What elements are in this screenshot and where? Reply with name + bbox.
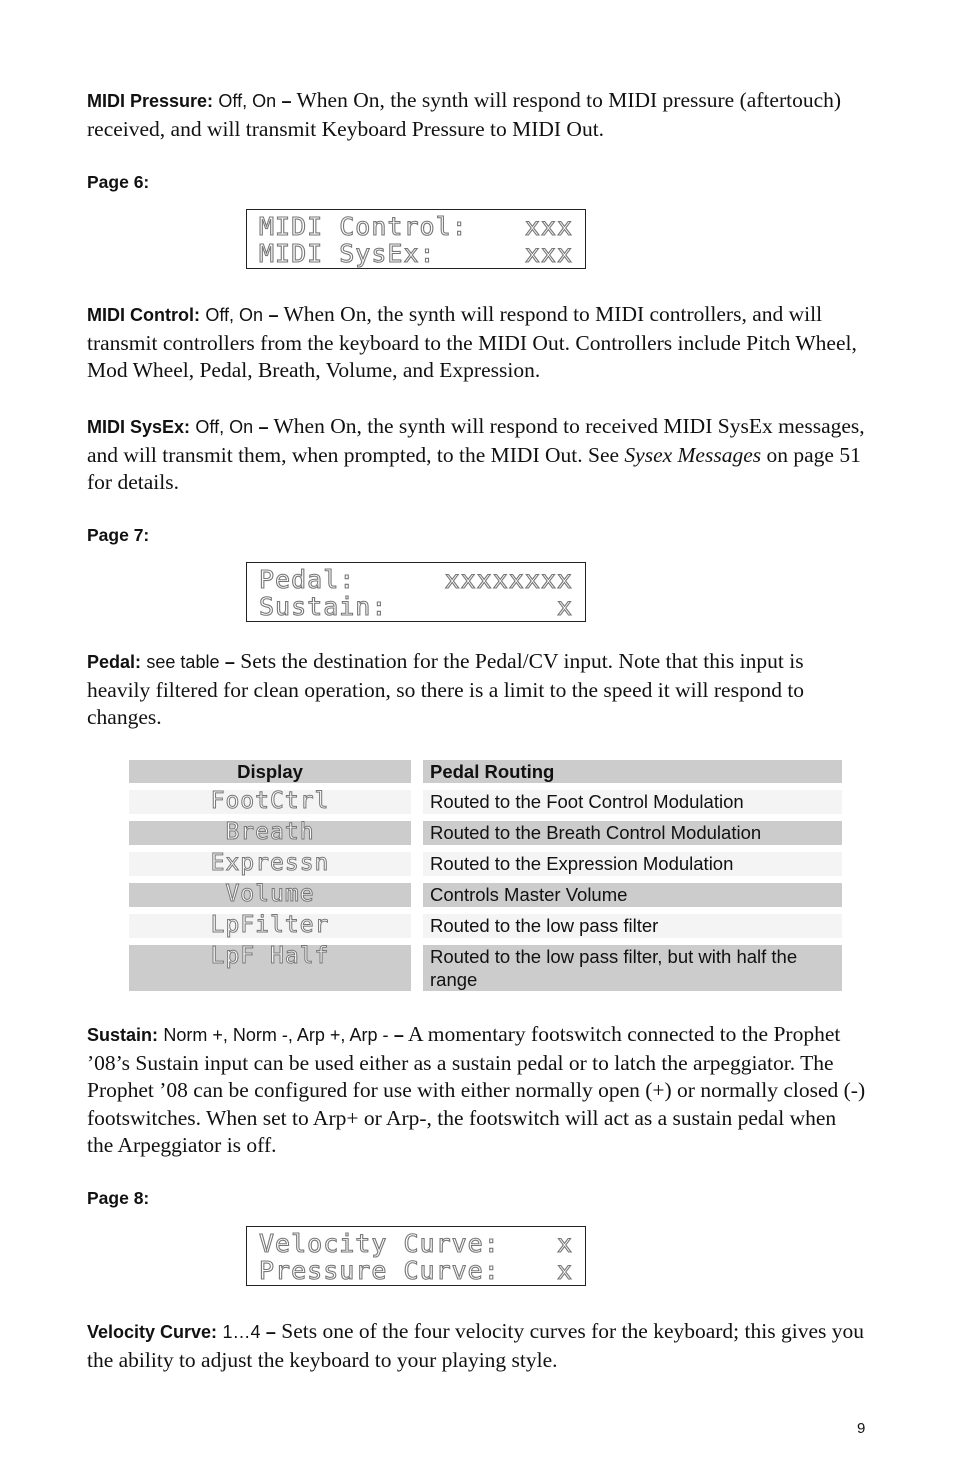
midi-pressure-paragraph	[87, 87, 867, 143]
display-cell: LpFilter	[129, 914, 411, 938]
pedal-options: see table	[146, 652, 220, 672]
midi-sysex-paragraph	[87, 413, 867, 497]
lcd-param-name: MIDI SysEx:	[259, 239, 436, 268]
lcd-param-value: x	[556, 1256, 573, 1285]
lcd-param-name: Sustain:	[259, 592, 388, 621]
midi-pressure-text: When On, the synth will respond to MIDI pressure (aftertouch) received, and will transmit Keyboard Pressure to MIDI Out.	[87, 88, 842, 141]
pedal-term: Pedal:	[87, 652, 142, 672]
sustain-options: Norm +, Norm -, Arp +, Arp -	[163, 1025, 389, 1045]
table-row	[129, 883, 842, 907]
pedal-paragraph	[87, 648, 867, 732]
midi-sysex-dash: –	[258, 417, 269, 437]
midi-control-dash: –	[268, 305, 279, 325]
table-row	[129, 914, 842, 938]
page7-lcd-display	[246, 562, 586, 622]
table-row	[129, 790, 842, 814]
page8-lcd-display	[246, 1226, 586, 1286]
lcd-param-name: Pressure Curve:	[259, 1256, 500, 1285]
velocity-curve-text: Sets one of the four velocity curves for the keyboard; this gives you the ability to adjust the keyboard to your playing style.	[87, 1319, 864, 1372]
page-number: 9	[857, 1420, 866, 1437]
midi-control-term: MIDI Control:	[87, 305, 200, 325]
display-cell: Volume	[129, 883, 411, 907]
lcd-param-name: Velocity Curve:	[259, 1229, 500, 1258]
midi-pressure-options: Off, On	[218, 91, 277, 111]
page7-label: Page 7:	[87, 525, 150, 545]
midi-control-paragraph	[87, 301, 867, 385]
table-header-row	[129, 760, 842, 783]
velocity-curve-paragraph	[87, 1318, 867, 1374]
routing-cell: Controls Master Volume	[423, 883, 842, 907]
lcd-row	[259, 593, 573, 620]
lcd-param-name: Pedal:	[259, 565, 356, 594]
pedal-routing-table	[129, 760, 842, 998]
velocity-curve-options: 1…4	[222, 1322, 261, 1342]
lcd-row	[259, 213, 573, 240]
table-header-display: Display	[129, 760, 411, 783]
table-header-routing: Pedal Routing	[423, 760, 842, 783]
lcd-row	[259, 1230, 573, 1257]
pedal-text: Sets the destination for the Pedal/CV input. Note that this input is heavily filtered for clean operation, so there is a limit to the speed it will respond to changes.	[87, 649, 805, 729]
midi-sysex-term: MIDI SysEx:	[87, 417, 191, 437]
midi-control-text: When On, the synth will respond to MIDI controllers, and will transmit controllers from the keyboard to the MIDI Out. Controllers include Pitch Wheel, Mod Wheel, Pedal, Breath, Volume, and Expression.	[87, 302, 857, 382]
sustain-paragraph	[87, 1021, 867, 1160]
table-row	[129, 821, 842, 845]
sysex-messages-reference: Sysex Messages	[624, 442, 762, 467]
pedal-dash: –	[224, 652, 235, 672]
sustain-text: A momentary footswitch connected to the Prophet ’08’s Sustain input can be used either as a sustain pedal or to latch the arpeggiator. The Prophet ’08 can be configured for use with either normally open (+) or normally closed (-) footswitches. When set to Arp+ or Arp-, the footswitch will act as a sustain pedal when the Arpeggiator is off.	[87, 1022, 866, 1157]
midi-pressure-term: MIDI Pressure:	[87, 91, 214, 111]
lcd-row	[259, 566, 573, 593]
lcd-param-name: MIDI Control:	[259, 212, 468, 241]
sustain-dash: –	[393, 1025, 404, 1045]
table-row	[129, 852, 842, 876]
velocity-curve-term: Velocity Curve:	[87, 1322, 218, 1342]
display-cell: LpF Half	[129, 945, 411, 991]
table-row	[129, 945, 842, 991]
midi-sysex-text-after: on page 51 for details.	[87, 442, 861, 494]
routing-cell: Routed to the low pass filter	[423, 914, 842, 938]
midi-sysex-text-before: When On, the synth will respond to received MIDI SysEx messages, and will transmit them, when prompted, to the MIDI Out. See	[87, 414, 865, 467]
lcd-param-value: xxxxxxxx	[444, 565, 573, 594]
midi-pressure-dash: –	[281, 91, 292, 111]
display-cell: Breath	[129, 821, 411, 845]
routing-cell: Routed to the Expression Modulation	[423, 852, 842, 876]
lcd-param-value: xxx	[524, 212, 573, 241]
routing-cell: Routed to the low pass filter, but with half the range	[423, 945, 842, 991]
page6-lcd-display	[246, 209, 586, 269]
midi-sysex-options: Off, On	[195, 417, 254, 437]
sustain-term: Sustain:	[87, 1025, 159, 1045]
routing-cell: Routed to the Foot Control Modulation	[423, 790, 842, 814]
lcd-param-value: x	[556, 1229, 573, 1258]
lcd-row	[259, 1257, 573, 1284]
lcd-param-value: xxx	[524, 239, 573, 268]
routing-cell: Routed to the Breath Control Modulation	[423, 821, 842, 845]
midi-control-options: Off, On	[205, 305, 264, 325]
page6-label: Page 6:	[87, 172, 150, 192]
display-cell: FootCtrl	[129, 790, 411, 814]
velocity-curve-dash: –	[265, 1322, 276, 1342]
lcd-row	[259, 240, 573, 267]
lcd-param-value: x	[556, 592, 573, 621]
page8-label: Page 8:	[87, 1188, 150, 1208]
display-cell: Expressn	[129, 852, 411, 876]
